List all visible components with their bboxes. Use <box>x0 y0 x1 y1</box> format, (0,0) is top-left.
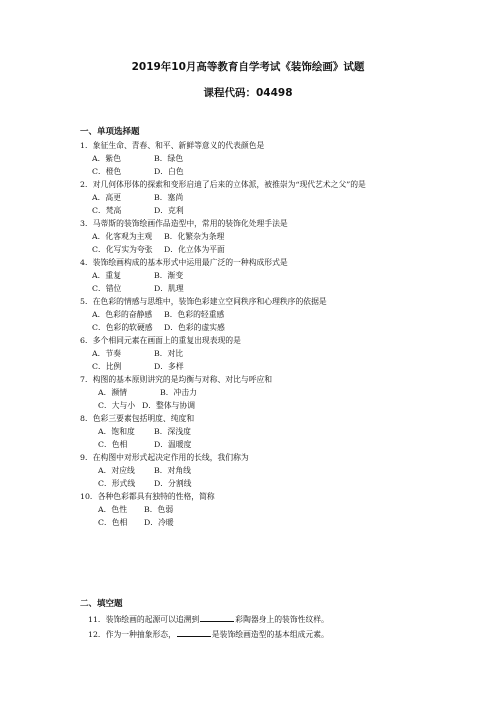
option-c: C．橙色 <box>92 167 122 176</box>
option-a: A．高更 <box>92 193 122 202</box>
option-b: B．化繁杂为条理 <box>164 232 225 241</box>
option-c: C．大与小 <box>98 401 136 410</box>
question-stem: 8．色彩三要素包括明度、纯度和 <box>80 414 195 423</box>
question-10 <box>80 490 460 529</box>
question-4 <box>80 256 460 295</box>
option-c: C．色相 <box>98 440 128 449</box>
option-d: D．白色 <box>154 167 184 176</box>
question-stem: 1．象征生命、青春、和平、新鲜等意义的代表颜色是 <box>80 141 265 150</box>
options-row <box>80 347 460 360</box>
option-a: A．化客观为主观 <box>92 232 153 241</box>
option-d: D．冷暖 <box>144 518 174 527</box>
option-b: B．对比 <box>154 349 184 358</box>
question-1 <box>80 139 460 178</box>
fill-questions <box>88 612 468 642</box>
option-d: D．化立体为平面 <box>164 245 225 254</box>
question-6 <box>80 334 460 373</box>
option-a: A．紫色 <box>92 154 122 163</box>
options-row <box>80 516 460 529</box>
options-row <box>80 503 460 516</box>
question-stem: 10．各种色彩都具有独特的性格，简称 <box>80 492 215 501</box>
option-a: A．色性 <box>98 505 128 514</box>
option-d: D．分割线 <box>154 479 192 488</box>
option-b: B．对角线 <box>154 466 191 475</box>
option-c: C．色相 <box>98 518 128 527</box>
options-row <box>80 204 460 217</box>
options-row <box>80 425 460 438</box>
choice-questions <box>80 139 460 529</box>
course-code: 课程代码：04498 <box>203 87 293 99</box>
question-stem: 5．在色彩的情感与思维中，装饰色彩建立空间秩序和心理秩序的依据是 <box>80 297 327 306</box>
question-stem: 2．对几何体形体的探索和变形启迪了后来的立体派，被推崇为“现代艺术之父”的是 <box>80 180 366 189</box>
fill-question-12 <box>88 627 468 642</box>
question-stem: 6．多个相同元素在画面上的重复出现表现的是 <box>80 336 241 345</box>
options-row <box>80 191 460 204</box>
option-d: D．多样 <box>154 362 184 371</box>
option-a: A．色彩的奋静感 <box>92 310 153 319</box>
options-row <box>80 360 460 373</box>
options-row <box>80 386 460 399</box>
option-b: B．渐变 <box>154 271 184 280</box>
option-d: D．色彩的虚实感 <box>164 323 225 332</box>
options-row <box>80 230 460 243</box>
option-c: C．错位 <box>92 284 122 293</box>
option-c: C．比例 <box>92 362 122 371</box>
options-row <box>80 243 460 256</box>
options-row <box>80 321 460 334</box>
fill-question-11 <box>88 612 468 627</box>
option-b: B．深浅度 <box>154 427 191 436</box>
option-d: D．克利 <box>154 206 184 215</box>
fill-text-before: 11．装饰绘画的起源可以追溯到 <box>88 615 200 624</box>
option-b: B．绿色 <box>154 154 184 163</box>
question-5 <box>80 295 460 334</box>
section-heading-choice: 一、单项选择题 <box>80 127 140 137</box>
options-row <box>80 464 460 477</box>
fill-text-after: 彩陶器身上的装饰性纹样。 <box>235 615 329 624</box>
option-a: A．对应线 <box>98 466 135 475</box>
options-row <box>80 438 460 451</box>
question-7 <box>80 373 460 412</box>
option-a: A．节奏 <box>92 349 122 358</box>
answer-blank[interactable] <box>177 627 211 637</box>
option-c: C．梵高 <box>92 206 122 215</box>
options-row <box>80 152 460 165</box>
option-c: C．化写实为夸张 <box>92 245 153 254</box>
options-row <box>80 477 460 490</box>
fill-text-before: 12．作为一种抽象形态， <box>88 630 176 639</box>
question-stem: 7．构图的基本原则讲究的是均衡与对称、对比与呼应和 <box>80 375 273 384</box>
option-b: B．色彩的轻重感 <box>164 310 225 319</box>
fill-text-after: 是装饰绘画造型的基本组成元素。 <box>211 630 329 639</box>
options-row <box>80 269 460 282</box>
question-3 <box>80 217 460 256</box>
question-stem: 9．在构图中对形式起决定作用的长线，我们称为 <box>80 453 249 462</box>
options-row <box>80 165 460 178</box>
options-row <box>80 282 460 295</box>
document-title: 2019年10月高等教育自学考试《装饰绘画》试题 <box>131 61 365 73</box>
option-d: D．温暖度 <box>154 440 192 449</box>
option-b: B．塞尚 <box>154 193 184 202</box>
option-a: A．重复 <box>92 271 122 280</box>
option-a: A．濒情 <box>98 388 128 397</box>
question-stem: 3．马蒂斯的装饰绘画作品造型中，常用的装饰化处理手法是 <box>80 219 288 228</box>
question-2 <box>80 178 460 217</box>
question-9 <box>80 451 460 490</box>
option-c: C．形式线 <box>98 479 136 488</box>
question-stem: 4．装饰绘画构成的基本形式中运用最广泛的一种构成形式是 <box>80 258 288 267</box>
option-c: C．色彩的软硬感 <box>92 323 153 332</box>
answer-blank[interactable] <box>200 612 234 622</box>
options-row <box>80 308 460 321</box>
option-d: D．整体与协调 <box>142 401 196 410</box>
section-heading-fill: 二、填空题 <box>80 599 123 609</box>
question-8 <box>80 412 460 451</box>
option-b: B．色弱 <box>144 505 174 514</box>
options-row <box>80 399 460 412</box>
option-a: A．饱和度 <box>98 427 135 436</box>
option-b: B．冲击力 <box>160 388 197 397</box>
option-d: D．肌理 <box>154 284 184 293</box>
